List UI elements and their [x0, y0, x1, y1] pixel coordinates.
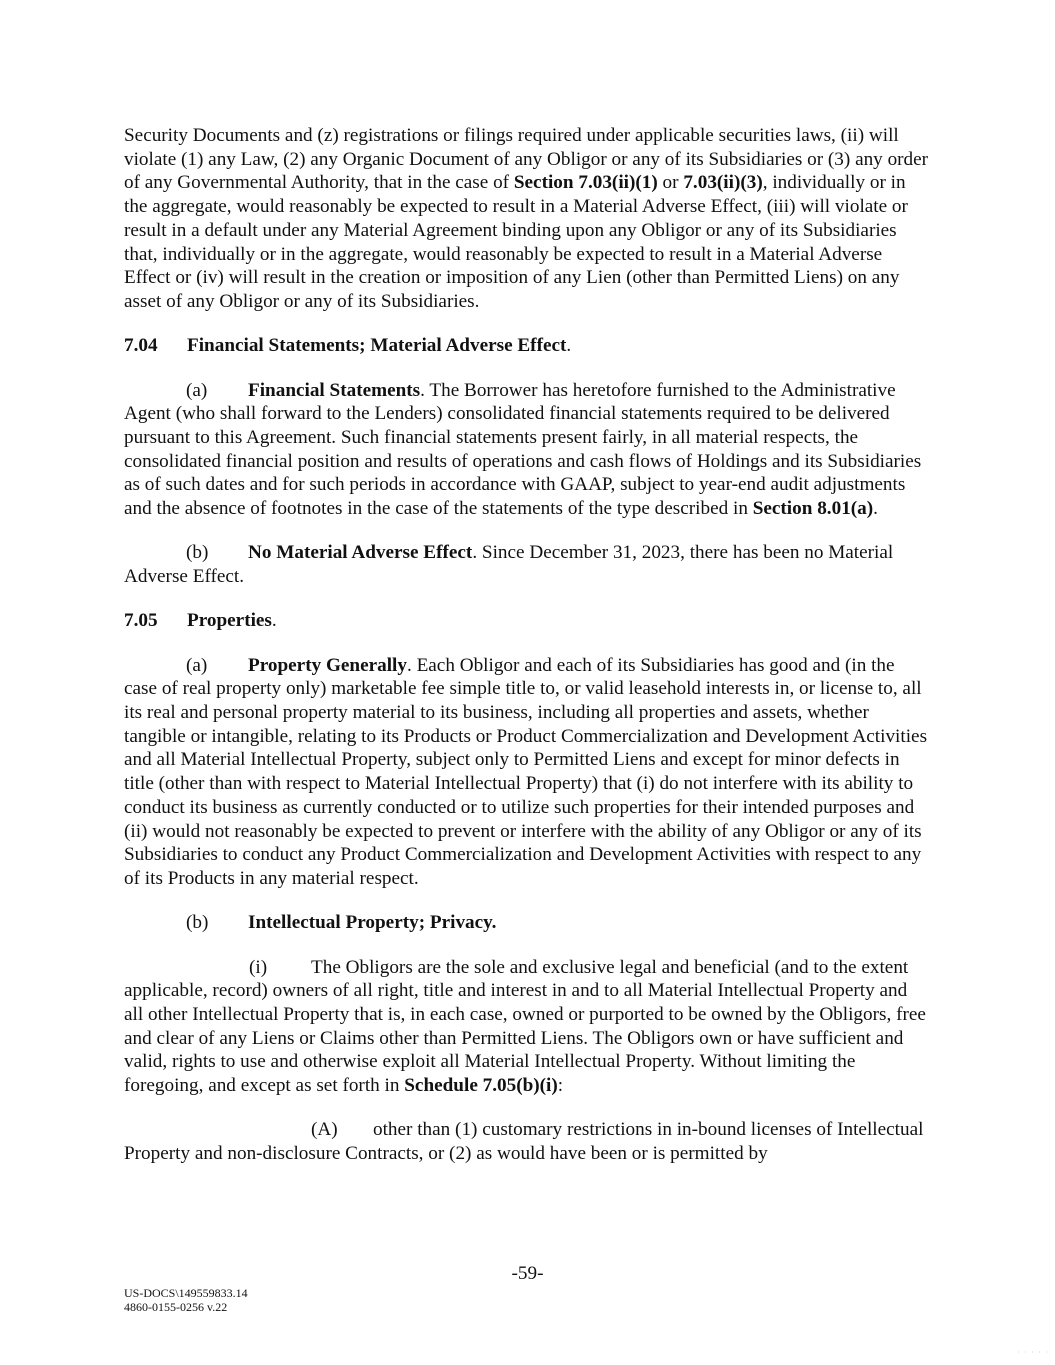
subsection-heading: Financial Statements — [248, 379, 421, 401]
section-reference: Section 8.01(a) — [752, 498, 874, 520]
section-7-04-heading: 7.04 Financial Statements; Material Adverse Effect. — [124, 335, 572, 357]
page-number: -59- — [511, 1263, 544, 1284]
scan-edge-mark: · · · · · — [1017, 1348, 1049, 1357]
section-reference: Section 7.03(ii)(1) — [513, 172, 658, 194]
subsection-heading: No Material Adverse Effect — [248, 542, 473, 564]
section-7-05-heading: 7.05 Properties. — [124, 610, 277, 632]
section-7-04-a: (a) Financial Statements. The Borrower has heretofore furnished to the Administrative Agent (who shall forward to the Lenders) consolidated financial statements required to be delivered pursuant to this Agreement. Such financial statements present fairly, in all material respects, the consolidated financial position and results of operations and cash flows of Holdings and its Subsidiaries as of such dates and for such periods in accordance with GAAP, subject to year-end audit adjustments and the absence of footnotes in the case of the statements of the type described in Section 8.01(a). — [124, 379, 922, 520]
subsection-heading: Intellectual Property; Privacy. — [248, 912, 497, 934]
continued-paragraph: Security Documents and (z) registrations or filings required under applicable securities laws, (ii) will violate (1) any Law, (2) any Organic Document of any Obligor or any of its Subsidiaries or (3) any order of any Governmental Authority, that in the case of Section 7.03(ii)(1) or 7.03(ii)(3), individually or in the aggregate, would reasonably be expected to result in a Material Adverse Effect, (iii) will violate or result in a default under any Material Agreement binding upon any Obligor or any of its Subsidiaries that, individually or in the aggregate, would reasonably be expected to result in a Material Adverse Effect or (iv) will result in the creation or imposition of any Lien (other than Permitted Liens) on any asset of any Obligor or any of its Subsidiaries. — [124, 125, 929, 312]
section-7-04-b: (b) No Material Adverse Effect. Since December 31, 2023, there has been no Material Adverse Effect. — [124, 542, 894, 588]
section-reference: Schedule 7.05(b)(i) — [404, 1075, 558, 1097]
section-7-05-b: (b) Intellectual Property; Privacy. — [186, 912, 497, 934]
doc-id-line-1: US-DOCS\149559833.14 — [124, 1286, 248, 1300]
section-7-05-a: (a) Property Generally. Each Obligor and each of its Subsidiaries has good and (in the case of real property only) marketable fee simple title to, or valid leasehold interests in, or license to, all its real and personal property material to its business, including all properties and assets, whether tangible or intangible, relating to its Products or Product Commercialization and Development Activities and all Material Intellectual Property, subject only to Permitted Liens and except for minor defects in title (other than with respect to Material Intellectual Property) that (i) do not interfere with its ability to conduct its business as currently conducted or to utilize such properties for their intended purposes and (ii) would not reasonably be expected to prevent or interfere with the ability of any Obligor or any of its Subsidiaries to conduct any Product Commercialization and Development Activities with respect to any of its Products in any material respect. — [124, 654, 928, 889]
document-body — [124, 124, 929, 1186]
section-reference: 7.03(ii)(3) — [683, 172, 763, 194]
document-id-footer — [124, 1286, 248, 1314]
subsection-heading: Property Generally — [248, 654, 407, 676]
section-7-05-b-i: (i) The Obligors are the sole and exclusive legal and beneficial (and to the extent applicable, record) owners of all right, title and interest in and to all Material Intellectual Property and all other Intellectual Property that is, in each case, owned or purported to be owned by the Obligors, free and clear of any Liens or Claims other than Permitted Liens. The Obligors own or have sufficient and valid, rights to use and otherwise exploit all Material Intellectual Property. Without limiting the foregoing, and except as set forth in Schedule 7.05(b)(i): — [124, 956, 926, 1097]
doc-id-line-2: 4860-0155-0256 v.22 — [124, 1300, 228, 1314]
section-7-05-b-i-A: (A) other than (1) customary restrictions in in-bound licenses of Intellectual Property and non-disclosure Contracts, or (2) as would have been or is permitted by — [124, 1119, 924, 1165]
